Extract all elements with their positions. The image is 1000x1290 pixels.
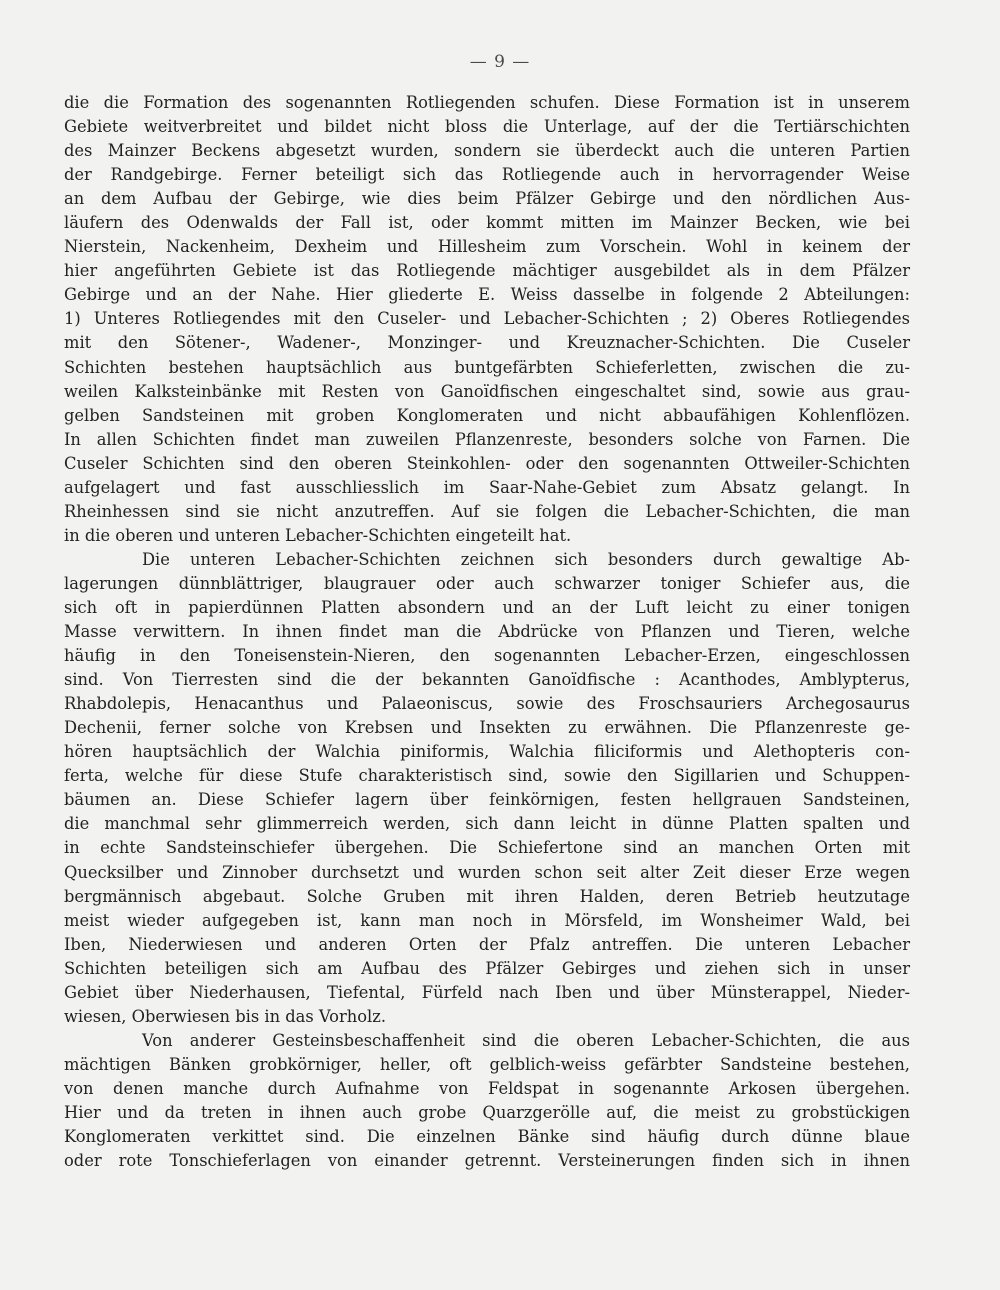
text-line: Masse verwittern. In ihnen findet man die Abdrücke von Pflanzen und Tieren, welche — [64, 622, 910, 642]
text-line: die manchmal sehr glimmerreich werden, sich dann leicht in dünne Platten spalten und — [64, 814, 910, 834]
text-line: Hier und da treten in ihnen auch grobe Quarzgerölle auf, die meist zu grobstückigen — [64, 1102, 910, 1122]
text-line: Nierstein, Nackenheim, Dexheim und Hillesheim zum Vorschein. Wohl in keinem der — [64, 237, 910, 257]
text-line: Iben, Niederwiesen und anderen Orten der Pfalz antreffen. Die unteren Lebacher — [64, 934, 910, 954]
text-line: läufern des Odenwalds der Fall ist, oder kommt mitten im Mainzer Becken, wie bei — [64, 213, 910, 233]
text-line: aufgelagert und fast ausschliesslich im Saar-Nahe-Gebiet zum Absatz gelangt. In — [64, 477, 910, 497]
text-line: Schichten bestehen hauptsächlich aus buntgefärbten Schieferletten, zwischen die zu- — [64, 357, 910, 377]
text-line: sich oft in papierdünnen Platten absondern und an der Luft leicht zu einer tonigen — [64, 597, 910, 617]
text-line: weilen Kalksteinbänke mit Resten von Ganoïdfischen eingeschaltet sind, sowie aus grau- — [64, 381, 910, 401]
text-line: Konglomeraten verkittet sind. Die einzelnen Bänke sind häufig durch dünne blaue — [64, 1127, 910, 1147]
body-text — [64, 91, 910, 1173]
text-line: Dechenii, ferner solche von Krebsen und Insekten zu erwähnen. Die Pflanzenreste ge- — [64, 718, 910, 738]
text-line: Gebiete weitverbreitet und bildet nicht bloss die Unterlage, auf der die Tertiärschichten — [64, 117, 910, 137]
text-line: mächtigen Bänken grobkörniger, heller, oft gelblich-weiss gefärbter Sandsteine bestehen, — [64, 1054, 910, 1074]
text-line: meist wieder aufgegeben ist, kann man noch in Mörsfeld, im Wonsheimer Wald, bei — [64, 910, 910, 930]
text-line: häufig in den Toneisenstein-Nieren, den sogenannten Lebacher-Erzen, eingeschlossen — [64, 646, 910, 666]
text-line: Rheinhessen sind sie nicht anzutreffen. Auf sie folgen die Lebacher-Schichten, die man — [64, 501, 910, 521]
page-number: — 9 — — [469, 52, 531, 72]
text-line: hier angeführten Gebiete ist das Rotliegende mächtiger ausgebildet als in dem Pfälzer — [64, 261, 910, 281]
text-line: Schichten beteiligen sich am Aufbau des Pfälzer Gebirges und ziehen sich in unser — [64, 958, 910, 978]
text-line: bäumen an. Diese Schiefer lagern über feinkörnigen, festen hellgrauen Sandsteinen, — [64, 790, 910, 810]
text-line: die die Formation des sogenannten Rotliegenden schufen. Diese Formation ist in unserem — [64, 93, 910, 112]
text-line: Quecksilber und Zinnober durchsetzt und wurden schon seit alter Zeit dieser Erze wegen — [64, 862, 910, 882]
text-line: Rhabdolepis, Henacanthus und Palaeoniscus, sowie des Froschsauriers Archegosaurus — [64, 694, 910, 714]
text-line: von denen manche durch Aufnahme von Feldspat in sogenannte Arkosen übergehen. — [64, 1078, 910, 1098]
text-line: oder rote Tonschieferlagen von einander getrennt. Versteinerungen finden sich in ihnen — [64, 1151, 910, 1171]
text-line: lagerungen dünnblättriger, blaugrauer oder auch schwarzer toniger Schiefer aus, die — [64, 573, 910, 593]
text-line: Gebirge und an der Nahe. Hier gliederte E. Weiss dasselbe in folgende 2 Abteilungen: — [64, 285, 910, 305]
text-line: 1) Unteres Rotliegendes mit den Cuseler- und Lebacher-Schichten ; 2) Oberes Rotliegendes — [64, 309, 910, 329]
text-line: wiesen, Oberwiesen bis in das Vorholz. — [64, 1006, 387, 1026]
text-line: in echte Sandsteinschiefer übergehen. Die Schiefertone sind an manchen Orten mit — [64, 838, 910, 858]
text-line: Von anderer Gesteinsbeschaffenheit sind die oberen Lebacher-Schichten, die aus — [142, 1030, 910, 1050]
text-line: hören hauptsächlich der Walchia piniformis, Walchia filiciformis und Alethopteris con- — [64, 742, 910, 762]
text-line: ferta, welche für diese Stufe charakteristisch sind, sowie den Sigillarien und Schuppen- — [64, 766, 910, 786]
text-line: In allen Schichten findet man zuweilen Pflanzenreste, besonders solche von Farnen. Die — [64, 429, 910, 449]
text-line: Die unteren Lebacher-Schichten zeichnen sich besonders durch gewaltige Ab- — [142, 549, 910, 569]
text-line: Gebiet über Niederhausen, Tiefental, Fürfeld nach Iben und über Münsterappel, Nieder- — [64, 982, 910, 1002]
text-line: sind. Von Tierresten sind die der bekannten Ganoïdfische : Acanthodes, Amblypterus, — [64, 670, 910, 690]
text-line: in die oberen und unteren Lebacher-Schichten eingeteilt hat. — [64, 525, 572, 545]
text-line: bergmännisch abgebaut. Solche Gruben mit ihren Halden, deren Betrieb heutzutage — [64, 886, 910, 906]
text-line: des Mainzer Beckens abgesetzt wurden, sondern sie überdeckt auch die unteren Partien — [64, 141, 910, 161]
text-line: der Randgebirge. Ferner beteiligt sich das Rotliegende auch in hervorragender Weise — [64, 165, 910, 185]
text-line: an dem Aufbau der Gebirge, wie dies beim Pfälzer Gebirge und den nördlichen Aus- — [64, 189, 910, 209]
text-line: gelben Sandsteinen mit groben Konglomeraten und nicht abbaufähigen Kohlenflözen. — [64, 405, 910, 425]
text-line: mit den Sötener-, Wadener-, Monzinger- und Kreuznacher-Schichten. Die Cuseler — [64, 333, 910, 353]
text-line: Cuseler Schichten sind den oberen Steinkohlen- oder den sogenannten Ottweiler-Schichten — [64, 453, 910, 473]
